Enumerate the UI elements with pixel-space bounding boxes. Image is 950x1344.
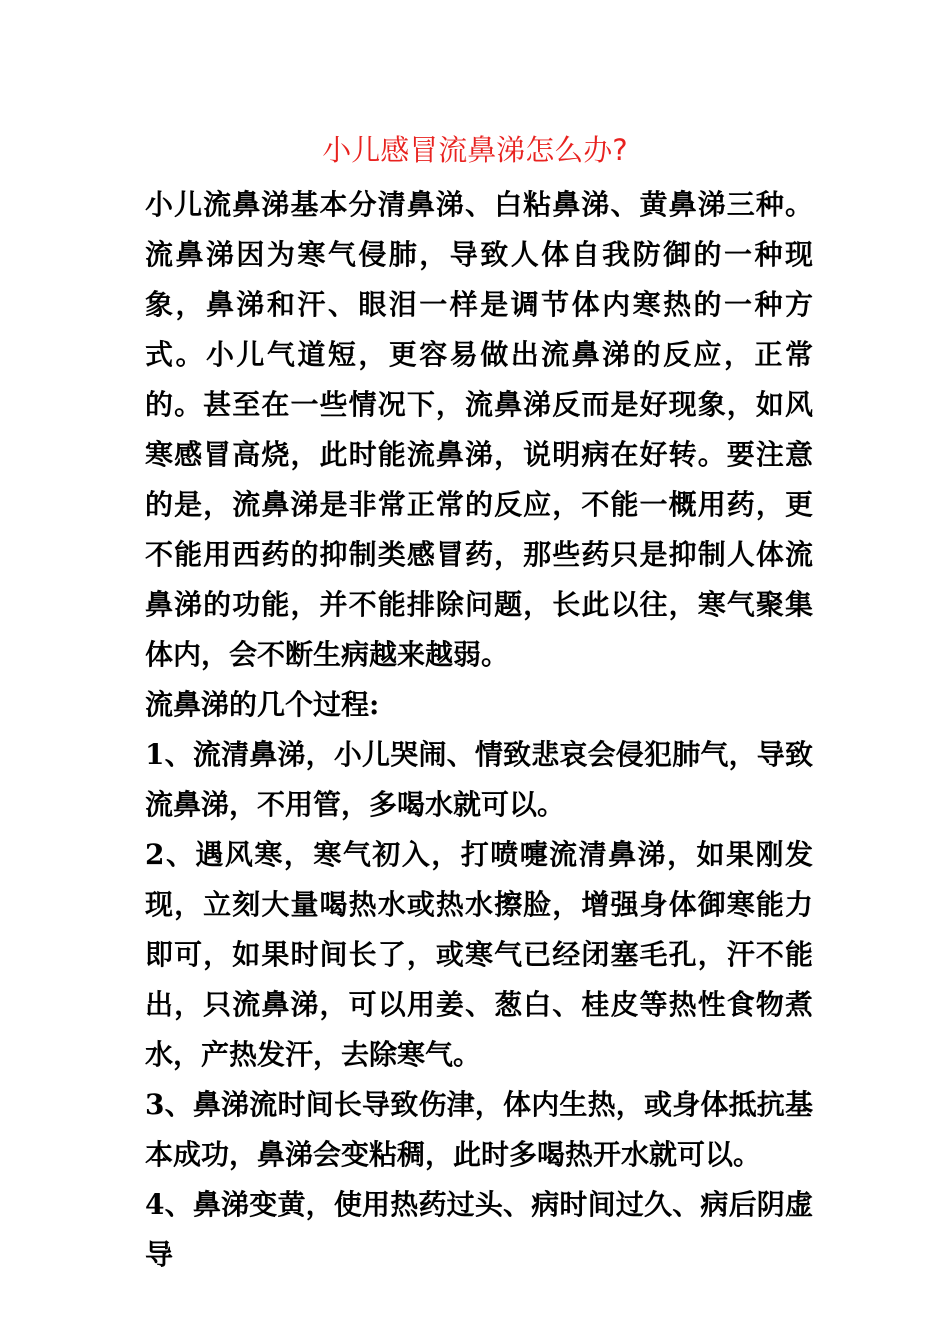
paragraph-intro: 小儿流鼻涕基本分清鼻涕、白粘鼻涕、黄鼻涕三种。流鼻涕因为寒气侵肺，导致人体自我防御的一种现象，鼻涕和汗、眼泪一样是调节体内寒热的一种方式。小儿气道短，更容易做出流鼻涕的反应，正常的。甚至在一些情况下，流鼻涕反而是好现象，如风寒感冒高烧，此时能流鼻涕，说明病在好转。要注意的是，流鼻涕是非常正常的反应，不能一概用药，更不能用西药的抑制类感冒药，那些药只是抑制人体流鼻涕的功能，并不能排除问题，长此以往，寒气聚集体内，会不断生病越来越弱。 bbox=[145, 188, 813, 671]
paragraph-process-heading: 流鼻涕的几个过程: bbox=[145, 688, 380, 721]
paragraph-step-4: 4、鼻涕变黄，使用热药过头、病时间过久、病后阴虚导 bbox=[145, 1188, 813, 1271]
paragraph-step-2: 2、遇风寒，寒气初入，打喷嚏流清鼻涕，如果刚发现，立刻大量喝热水或热水擦脸，增强身体御寒能力即可，如果时间长了，或寒气已经闭塞毛孔，汗不能出，只流鼻涕，可以用姜、葱白、桂皮等热性食物煮水，产热发汗，去除寒气。 bbox=[145, 838, 813, 1071]
page-title: 小儿感冒流鼻涕怎么办? bbox=[322, 133, 628, 167]
paragraph-step-1: 1、流清鼻涕，小儿哭闹、情致悲哀会侵犯肺气，导致流鼻涕，不用管，多喝水就可以。 bbox=[145, 738, 813, 821]
document-body bbox=[145, 180, 813, 1280]
paragraph-step-3: 3、鼻涕流时间长导致伤津，体内生热，或身体抵抗基本成功，鼻涕会变粘稠，此时多喝热开水就可以。 bbox=[145, 1088, 813, 1171]
